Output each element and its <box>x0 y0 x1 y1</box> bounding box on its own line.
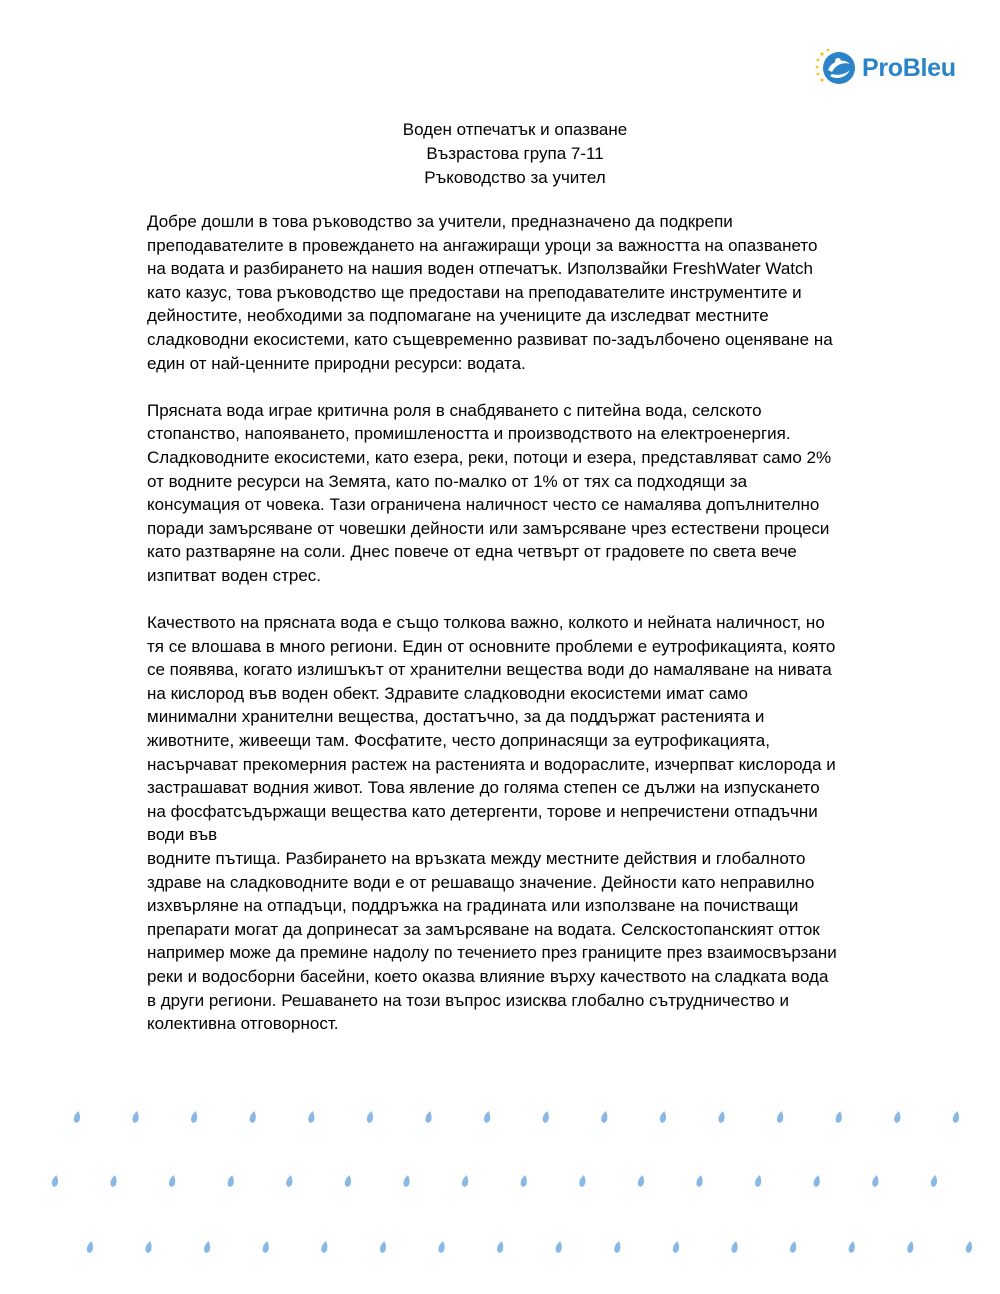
water-drop-icon <box>578 1175 586 1188</box>
water-drop-icon <box>672 1241 680 1254</box>
water-drop-icon <box>51 1175 59 1188</box>
water-drop-icon <box>696 1175 704 1188</box>
title-line-2: Възрастова група 7-11 <box>426 144 604 163</box>
paragraph-intro: Добре дошли в това ръководство за учители, предназначено да подкрепи преподавателите в провеждането на ангажиращи уроци за важността на опазването на водата и разбирането на нашия воден отпечатък. Използвайки FreshWater Watch като казус, това ръководство ще предостави на преподавателите инструментите и дейностите, необходими за подпомагане на учениците да изследват местните сладководни екосистеми, като същевременно развиват по-задълбочено оценяване на един от най-ценните природни ресурси: водата. <box>147 212 833 373</box>
water-drop-icon <box>344 1175 352 1188</box>
water-drop-icon <box>145 1241 153 1254</box>
document-body <box>147 210 887 1059</box>
water-drop-icon <box>110 1175 118 1188</box>
water-drop-icon <box>893 1111 901 1124</box>
water-drop-icon <box>613 1241 621 1254</box>
water-drop-icon <box>906 1241 914 1254</box>
water-drop-icon <box>168 1175 176 1188</box>
water-drop-icon <box>952 1111 960 1124</box>
title-line-1: Воден отпечатък и опазване <box>402 120 628 139</box>
probleu-logo-text: ProBleu <box>862 53 956 82</box>
water-drop-icon <box>366 1111 374 1124</box>
water-drop-icon <box>285 1175 293 1188</box>
water-drop-icon <box>776 1111 784 1124</box>
water-drop-icon <box>379 1241 387 1254</box>
water-drop-icon <box>307 1111 315 1124</box>
water-drop-icon <box>262 1241 270 1254</box>
water-drop-icon <box>848 1241 856 1254</box>
water-drop-icon <box>555 1241 563 1254</box>
water-drop-icon <box>718 1111 726 1124</box>
water-drop-icon <box>930 1175 938 1188</box>
water-drop-icon <box>190 1111 198 1124</box>
water-drop-icon <box>132 1111 140 1124</box>
water-drop-icon <box>789 1241 797 1254</box>
probleu-logo <box>814 46 964 90</box>
title-line-3: Ръководство за учител <box>424 168 606 187</box>
water-drop-icon <box>600 1111 608 1124</box>
document-title <box>0 118 1000 190</box>
water-drop-icon <box>73 1111 81 1124</box>
water-drop-icon <box>754 1175 762 1188</box>
water-drop-icon <box>425 1111 433 1124</box>
water-drop-icon <box>813 1175 821 1188</box>
paragraph-freshwater-role: Прясната вода играе критична роля в снабдяването с питейна вода, селското стопанство, напояването, промишлеността и производството на електроенергия. Сладководните екосистеми, като езера, реки, потоци и езера, представляват само 2% от водните ресурси на Земята, като по-малко от 1% от тях са подходящи за консумация от човека. Тази ограничена наличност често се намалява допълнително поради замърсяване от човешки дейности или замърсяване чрез естествени процеси като разтваряне на соли. Днес повече от една четвърт от градовете по света вече изпитват воден стрес. <box>147 400 832 585</box>
water-drop-icon <box>871 1175 879 1188</box>
water-drop-icon <box>542 1111 550 1124</box>
water-drop-icon <box>320 1241 328 1254</box>
water-drop-icon <box>483 1111 491 1124</box>
water-drop-icon <box>835 1111 843 1124</box>
water-drop-icon <box>86 1241 94 1254</box>
water-drop-icon <box>203 1241 211 1254</box>
water-drop-icon <box>496 1241 504 1254</box>
paragraph-water-quality: Качеството на прясната вода е също толкова важно, колкото и нейната наличност, но тя се влошава в много региони. Един от основните проблеми е еутрофикацията, която се появява, когато излишъкът от хранителни вещества води до намаляване на нивата на кислород във воден обект. Здравите сладководни екосистеми имат само минимални хранителни вещества, достатъчно, за да поддържат растенията и животните, живеещи там. Фосфатите, често допринасящи за еутрофикацията, насърчават прекомерния растеж на растенията и водораслите, изчерпват кислорода и застрашават водния живот. Това явление до голяма степен се дължи на изпускането на фосфатсъдържащи вещества като детергенти, торове и непречистени отпадъчни води във водните пътища. Разбирането на връзката между местните действия и глобалното здраве на сладководните води е от решаващо значение. Дейности като неправилно изхвърляне на отпадъци, поддръжка на градината или използване на почистващи препарати могат да допринесат за замърсяване на водата. Селскостопанският отток например може да премине надолу по течението през границите през взаимосвързани реки и водосборни басейни, което оказва влияние върху качеството на сладката вода в други региони. Решаването на този въпрос изисква глобално сътрудничество и колективна отговорност. <box>147 613 837 1034</box>
water-drop-icon <box>461 1175 469 1188</box>
water-drop-icon <box>637 1175 645 1188</box>
water-drop-icon <box>731 1241 739 1254</box>
water-drop-icon <box>227 1175 235 1188</box>
water-drop-decoration <box>0 1100 1000 1270</box>
probleu-logo-icon <box>814 46 860 90</box>
water-drop-icon <box>438 1241 446 1254</box>
water-drop-icon <box>403 1175 411 1188</box>
water-drop-icon <box>659 1111 667 1124</box>
water-drop-icon <box>965 1241 973 1254</box>
water-drop-icon <box>249 1111 257 1124</box>
water-drop-icon <box>520 1175 528 1188</box>
